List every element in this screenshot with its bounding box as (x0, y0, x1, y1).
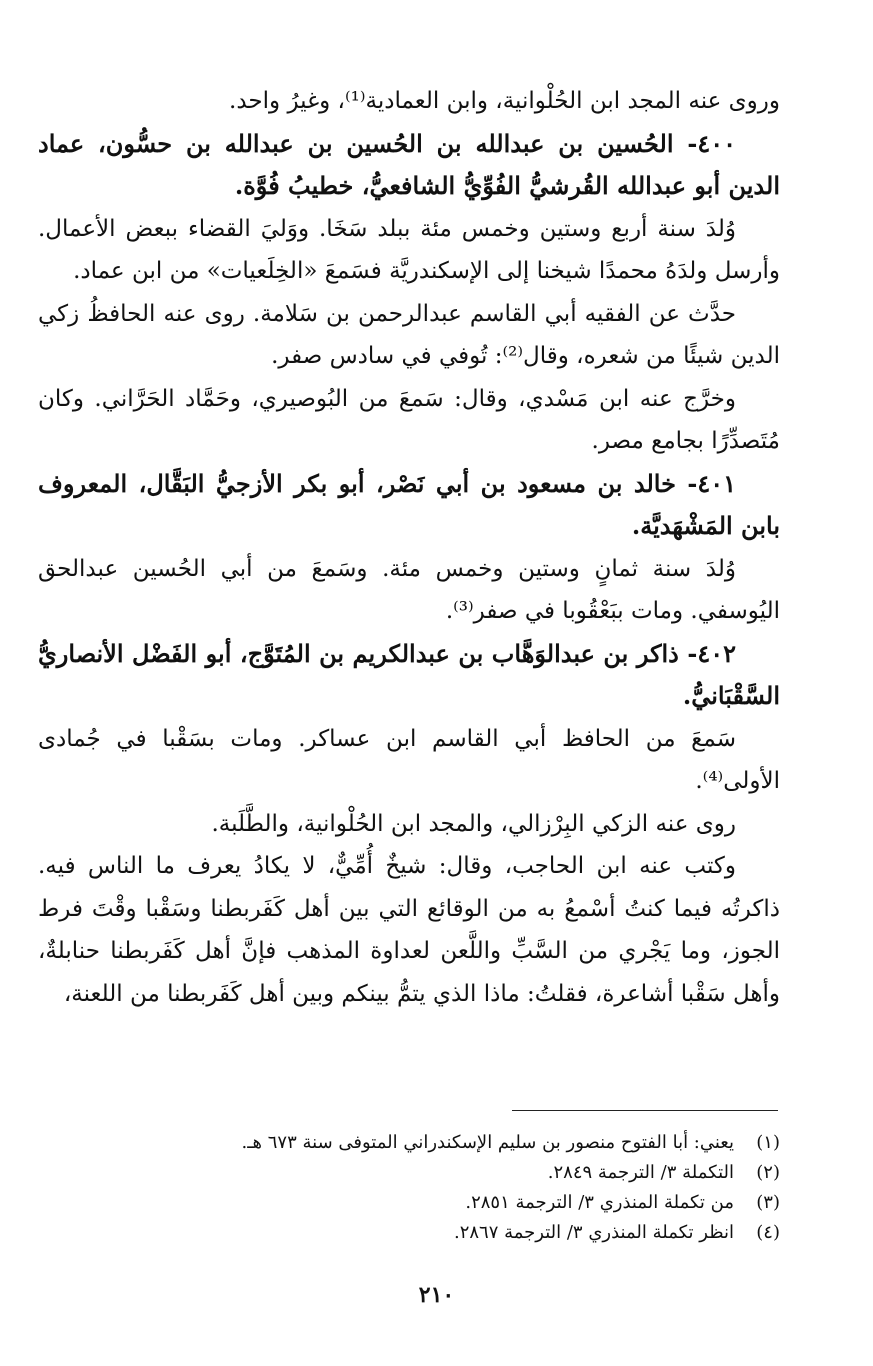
footnote-item (60, 1158, 780, 1188)
footnote-text: يعني: أبا الفتوح منصور بن سليم الإسكندراني المتوفى سنة ٦٧٣ هـ. (241, 1132, 734, 1153)
paragraph-rawa-402: روى عنه الزكي البِرْزالي، والمجد ابن الحُلْوانية، والطَّلَبة. (211, 810, 736, 837)
paragraph-haddath-400: حدَّث عن الفقيه أبي القاسم عبدالرحمن بن سَلامة. روى عنه الحافظُ زكي الدين شيئًا من شعره، وقال⁽²⁾: تُوفي في سادس صفر. (38, 300, 780, 369)
footnote-separator (512, 1110, 778, 1111)
paragraph-birth-401: وُلدَ سنة ثمانٍ وستين وخمس مئة. وسَمعَ من أبي الحُسين عبدالحق اليُوسفي. ومات ببَعْقُوبا في صفر⁽³⁾. (38, 555, 780, 624)
page-number: ٢١٠ (418, 1282, 455, 1308)
paragraph-kataba-402: وكتب عنه ابن الحاجب، وقال: شيخٌ أُمِّيٌّ، لا يكادُ يعرف ما الناس فيه. ذاكرتُه فيما كنتُ أسْمعُ به من الوقائع التي بين أهل كَفَربطنا وسَقْبا وقْتَ فرط الجوز، وما يَجْري من السَّبِّ واللَّعن لعداوة المذهب فإنَّ أهل كَفَربطنا حنابلةٌ، وأهل سَقْبا أشاعرة، فقلتُ: ماذا الذي يتمُّ بينكم وبين أهل كَفَربطنا من اللعنة، (38, 853, 780, 1007)
paragraph-samia-402: سَمعَ من الحافظ أبي القاسم ابن عساكر. ومات بسَقْبا في جُمادى الأولى⁽⁴⁾. (38, 725, 780, 794)
paragraph-kharraj-400: وخرَّج عنه ابن مَسْدي، وقال: سَمعَ من البُوصيري، وحَمَّاد الحَرَّاني. وكان مُتَصدِّرًا بجامع مصر. (38, 385, 780, 454)
entry-402-heading: ٤٠٢- ذاكر بن عبدالوَهَّاب بن عبدالكريم بن المُتَوَّج، أبو الفَضْل الأنصاريُّ السَّقْبَانيُّ. (38, 638, 780, 710)
footnote-item (60, 1188, 780, 1218)
footnotes (60, 1128, 780, 1248)
footnote-item (60, 1128, 780, 1158)
footnote-text: من تكملة المنذري ٣/ الترجمة ٢٨٥١. (465, 1192, 734, 1213)
footnote-number: (١) (756, 1132, 780, 1153)
footnote-number: (٢) (756, 1162, 780, 1183)
paragraph-riwaya: وروى عنه المجد ابن الحُلْوانية، وابن العمادية⁽¹⁾، وغيرُ واحد. (229, 88, 780, 114)
entry-401-heading: ٤٠١- خالد بن مسعود بن أبي نَصْر، أبو بكر الأزجيُّ البَقَّال، المعروف بابن المَشْهَديَّة. (38, 468, 780, 540)
footnote-number: (٤) (756, 1222, 780, 1243)
footnote-text: انظر تكملة المنذري ٣/ الترجمة ٢٨٦٧. (453, 1222, 734, 1243)
footnote-item (60, 1218, 780, 1248)
paragraph-birth-400: وُلدَ سنة أربع وستين وخمس مئة ببلد سَخَا. ووَليَ القضاء ببعض الأعمال. وأرسل ولدَهُ محمدًا شيخنا إلى الإسكندريَّة فسَمعَ «الخِلَعيات» من ابن عماد. (38, 215, 780, 284)
entry-400-heading: ٤٠٠- الحُسين بن عبدالله بن الحُسين بن عبدالله بن حسُّون، عماد الدين أبو عبدالله القُرشيُّ الفُوِّيُّ الشافعيُّ، خطيبُ فُوَّة. (38, 128, 780, 200)
footnote-text: التكملة ٣/ الترجمة ٢٨٤٩. (547, 1162, 734, 1183)
main-text (38, 80, 780, 1015)
footnote-number: (٣) (756, 1192, 780, 1213)
